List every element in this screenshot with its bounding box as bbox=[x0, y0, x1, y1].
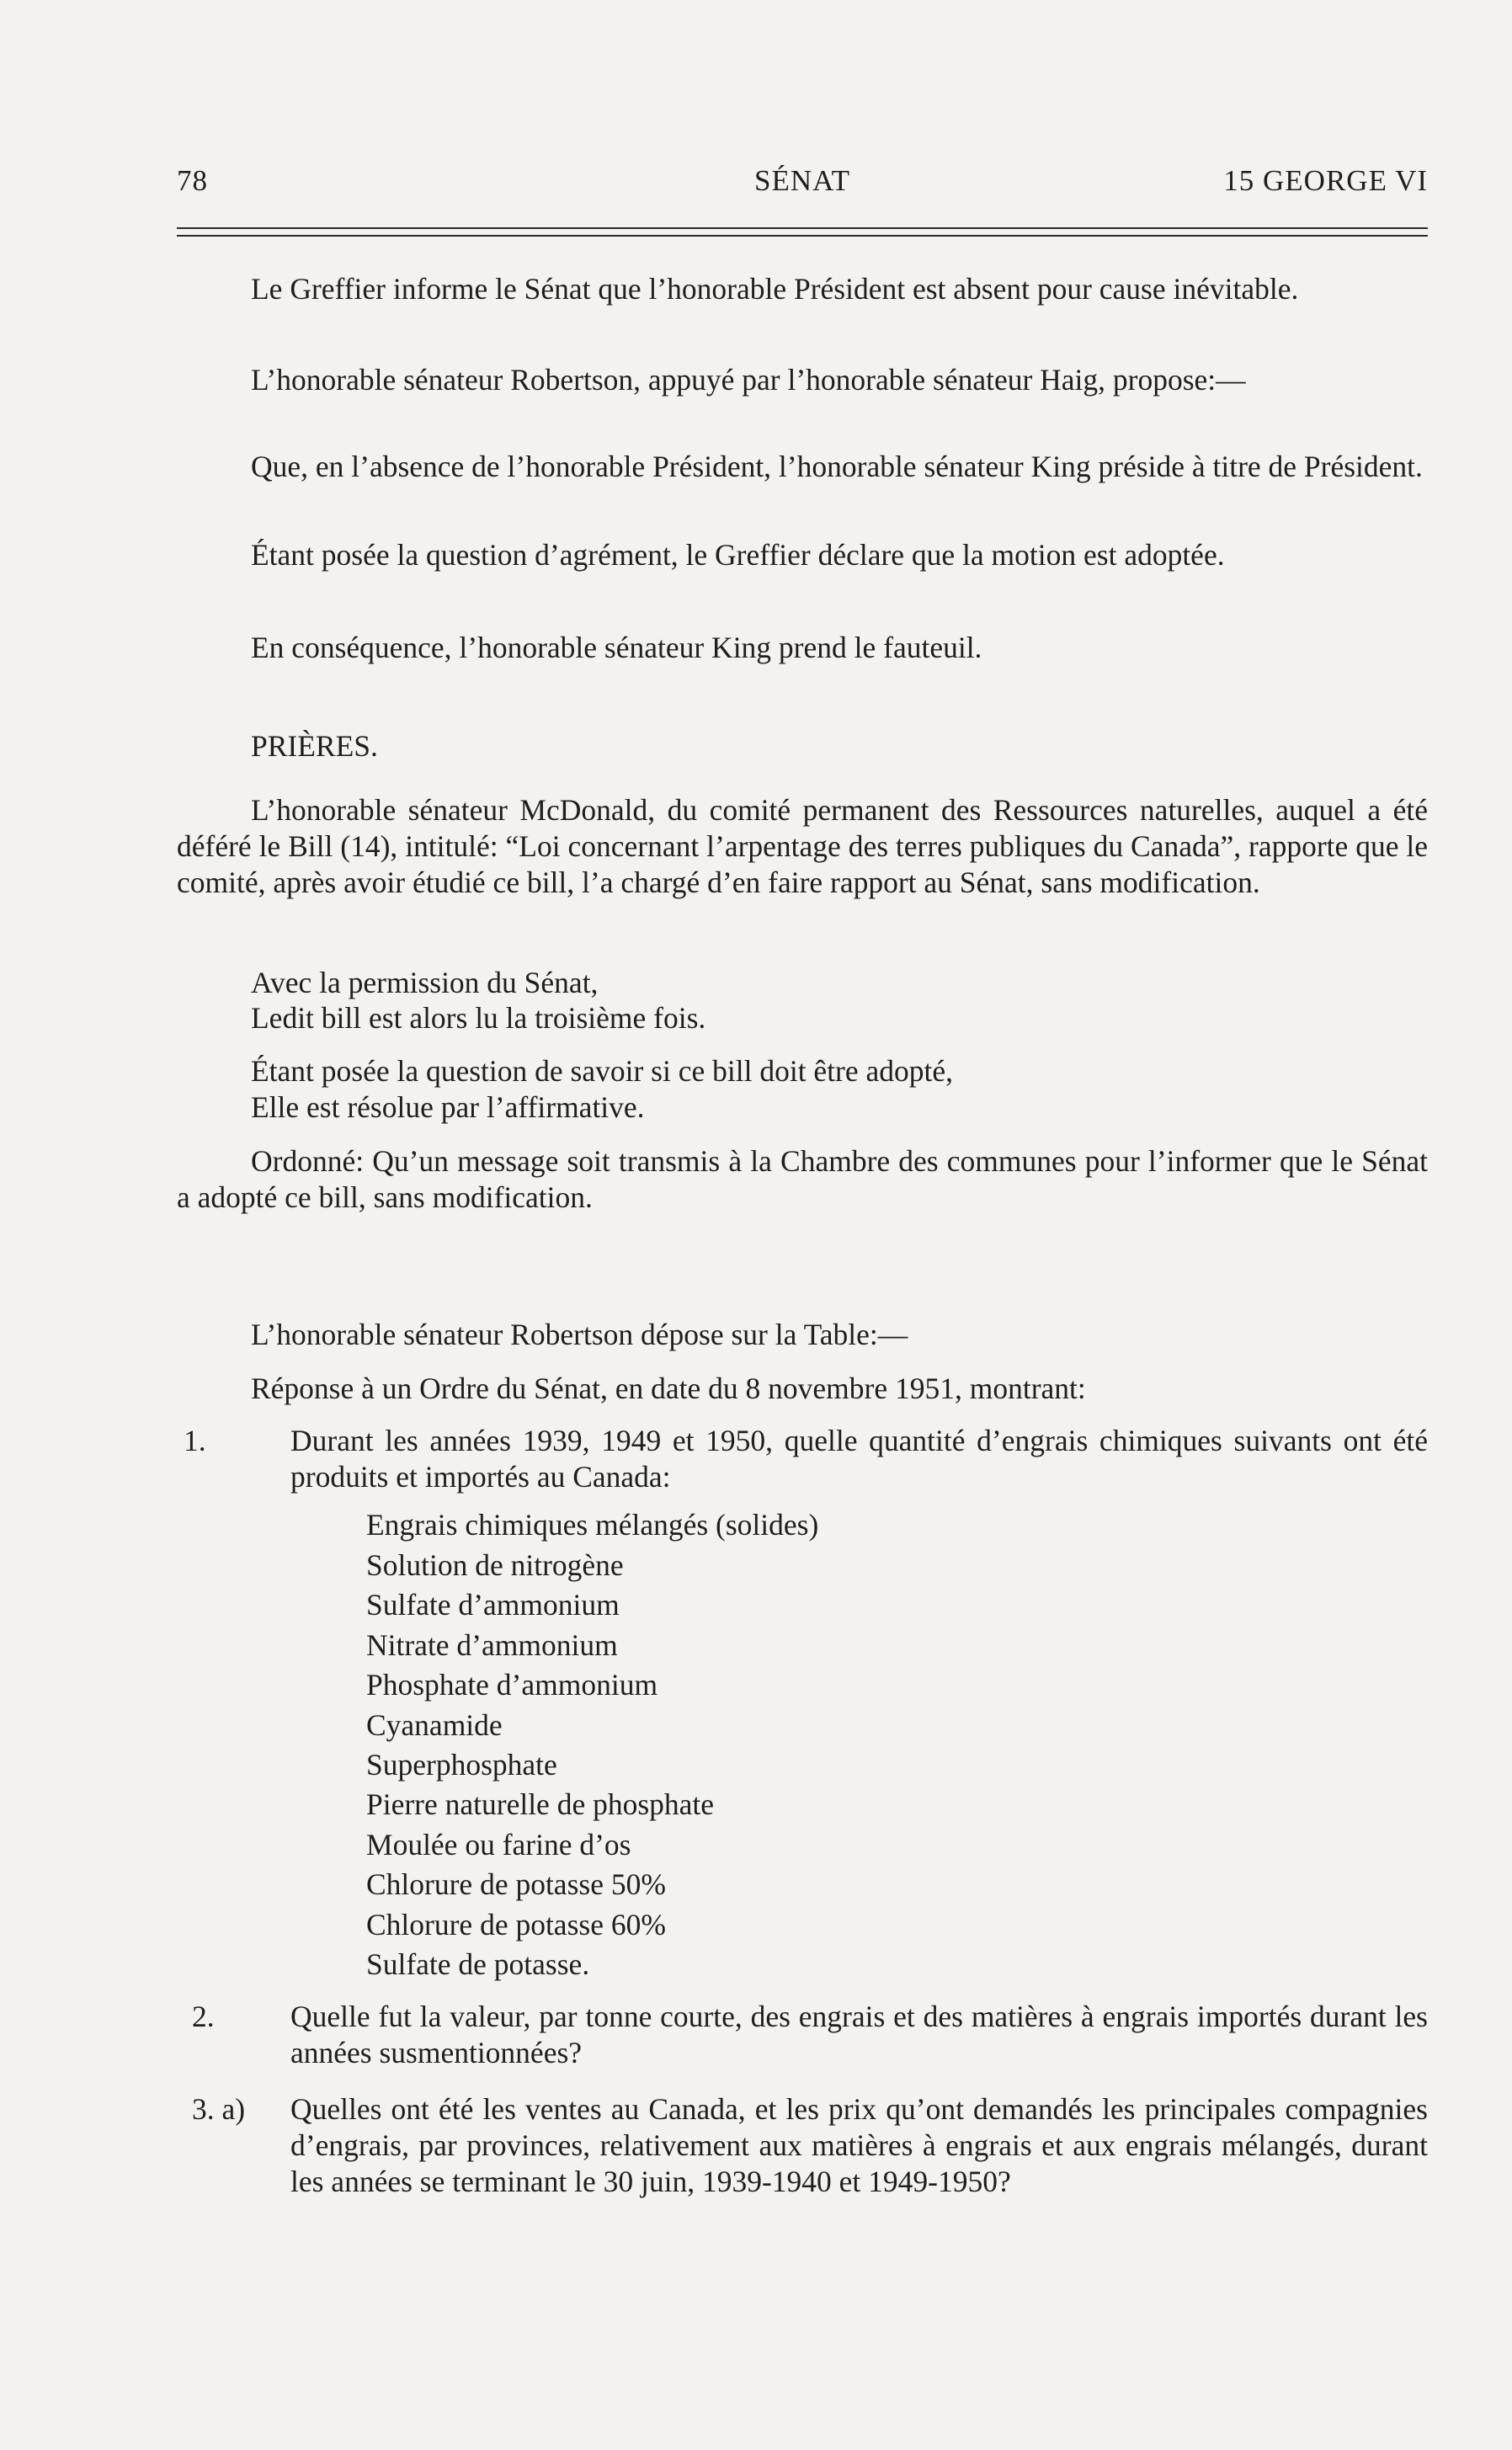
fertilizer-item: Sulfate d’ammonium bbox=[366, 1588, 620, 1622]
fertilizer-item: Cyanamide bbox=[366, 1708, 503, 1742]
paragraph-resolved: Elle est résolue par l’affirmative. bbox=[251, 1090, 645, 1124]
header-rule-top bbox=[177, 227, 1428, 229]
prayers-heading: PRIÈRES. bbox=[251, 729, 378, 763]
question-text: Durant les années 1939, 1949 et 1950, quelle quantité d’engrais chimiques suivants ont été produits et importés au Canada: bbox=[290, 1424, 1428, 1494]
fertilizer-item: Engrais chimiques mélangés (solides) bbox=[366, 1508, 819, 1542]
fertilizer-item: Sulfate de potasse. bbox=[366, 1947, 590, 1981]
fertilizer-item: Nitrate d’ammonium bbox=[366, 1628, 618, 1662]
question-number: 3. a) bbox=[192, 2092, 246, 2126]
paragraph-permission: Avec la permission du Sénat, bbox=[251, 966, 599, 999]
paragraph-committee-report: L’honorable sénateur McDonald, du comité permanent des Ressources naturelles, auquel a été déféré le Bill (14), intitulé: “Loi concernant l’arpentage des terres publiques du Canada”, rapporte que le comité, après avoir étudié ce bill, l’a chargé d’en faire rapport au Sénat, sans modification. bbox=[177, 793, 1428, 899]
fertilizer-item: Chlorure de potasse 50% bbox=[366, 1867, 666, 1901]
question-text: Quelle fut la valeur, par tonne courte, des engrais et des matières à engrais importés durant les années susmentionnées? bbox=[290, 2000, 1428, 2069]
header-title: SÉNAT bbox=[754, 164, 850, 197]
fertilizer-item: Pierre naturelle de phosphate bbox=[366, 1787, 715, 1821]
fertilizer-item: Solution de nitrogène bbox=[366, 1548, 624, 1582]
paragraph-motion-adopted: Étant posée la question d’agrément, le Greffier déclare que la motion est adoptée. bbox=[251, 538, 1225, 572]
question-number: 1. bbox=[184, 1424, 206, 1457]
header-rule-bottom bbox=[177, 235, 1428, 237]
paragraph-king-chair: En conséquence, l’honorable sénateur King prend le fauteuil. bbox=[251, 631, 982, 664]
fertilizer-item: Moulée ou farine d’os bbox=[366, 1828, 631, 1861]
fertilizer-item: Chlorure de potasse 60% bbox=[366, 1908, 666, 1941]
paragraph-greffier-absence: Le Greffier informe le Sénat que l’honorable Président est absent pour cause inévitable. bbox=[251, 272, 1299, 306]
paragraph-motion-text: Que, en l’absence de l’honorable Président, l’honorable sénateur King préside à titre de Président. bbox=[251, 450, 1423, 483]
paragraph-tabling: L’honorable sénateur Robertson dépose sur la Table:— bbox=[251, 1318, 908, 1351]
question-text: Quelles ont été les ventes au Canada, et les prix qu’ont demandés les principales compagnies d’engrais, par provinces, relativement aux matières à engrais et aux engrais mélangés, durant les années se terminant le 30 juin, 1939-1940 et 1949-1950? bbox=[290, 2092, 1428, 2198]
paragraph-motion-proposal: L’honorable sénateur Robertson, appuyé par l’honorable sénateur Haig, propose:— bbox=[251, 363, 1246, 397]
paragraph-ordered-message: Ordonné: Qu’un message soit transmis à la Chambre des communes pour l’informer que le Sénat a adopté ce bill, sans modification. bbox=[177, 1144, 1428, 1214]
question-number: 2. bbox=[192, 2000, 215, 2033]
paragraph-third-reading: Ledit bill est alors lu la troisième fois. bbox=[251, 1001, 706, 1035]
paragraph-return-order: Réponse à un Ordre du Sénat, en date du 8 novembre 1951, montrant: bbox=[251, 1371, 1086, 1405]
regnal-year: 15 GEORGE VI bbox=[1223, 164, 1428, 197]
paragraph-question-put: Étant posée la question de savoir si ce bill doit être adopté, bbox=[251, 1054, 954, 1088]
page-header bbox=[177, 164, 1428, 206]
page-number: 78 bbox=[177, 164, 208, 197]
fertilizer-item: Superphosphate bbox=[366, 1748, 557, 1782]
fertilizer-item: Phosphate d’ammonium bbox=[366, 1668, 658, 1702]
